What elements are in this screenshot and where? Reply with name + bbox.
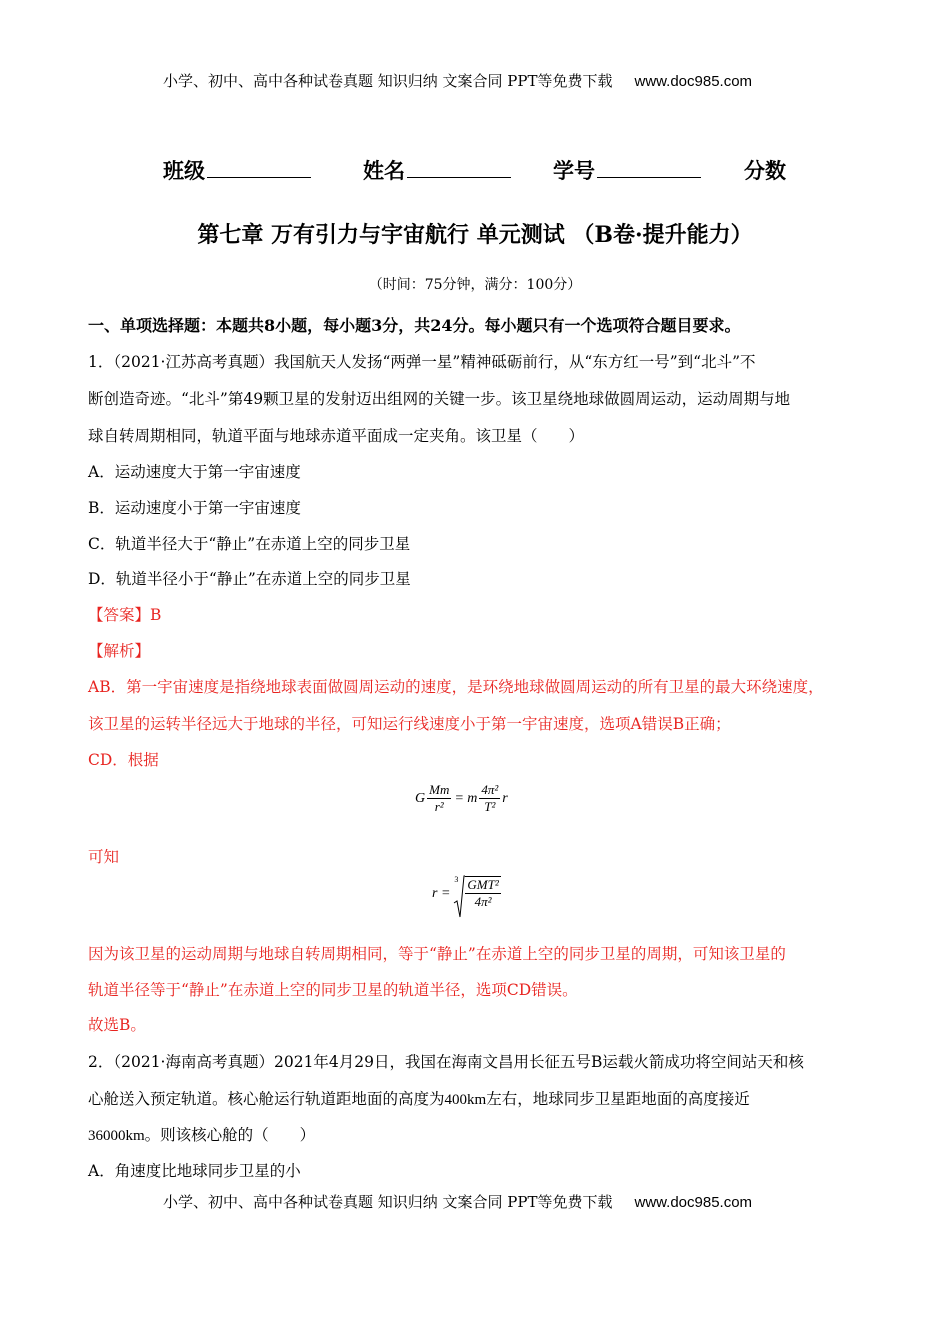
q1-option-a[interactable]: A．运动速度大于第一宇宙速度 [88,463,301,481]
number-field[interactable] [553,155,701,185]
q2-text-a: 心舱送入预定轨道。核心舱运行轨道距地面的高度为 [88,1090,445,1108]
cube-root [453,877,500,910]
q1-line-1: 1．（2021·江苏高考真题）我国航天人发扬“两弹一星”精神砥砺前行，从“东方红一号”到“北斗”不 [88,353,756,371]
eq1-G: G [415,790,426,806]
root-index: 3 [454,875,459,884]
q1-explanation-1: AB．第一宇宙速度是指绕地球表面做圆周运动的速度，是环绕地球做圆周运动的所有卫星的最大环绕速度， [88,678,824,696]
q2-line-3 [88,1123,315,1145]
section-heading: 一、单项选择题：本题共8小题，每小题3分，共24分。每小题只有一个选项符合题目要求。 [88,316,741,335]
q1-explanation-2: 该卫星的运转半径远大于地球的半径，可知运行线速度小于第一宇宙速度，选项A错误B正确； [88,715,731,733]
eq1-den-left: r² [434,799,444,814]
eq2-lhs: r = [432,885,451,901]
eq1-num-right: 4π² [481,782,499,797]
number-blank[interactable] [597,159,701,178]
eq1-den-right: T² [484,799,496,814]
eq1-fraction-right [479,782,500,815]
class-label: 班级 [163,158,205,183]
eq1-m: m [467,790,478,806]
q1-answer: 【答案】B [88,606,162,624]
eq2-fraction [465,876,500,910]
q2-text-end: 。则该核心舱的（ ） [144,1126,316,1144]
class-blank[interactable] [207,159,311,178]
footer-text: 小学、初中、高中各种试卷真题 知识归纳 文案合同 PPT等免费下载 [163,1193,613,1211]
q2-line-1: 2．（2021·海南高考真题）2021年4月29日，我国在海南文昌用长征五号B运载火箭成功将空间站天和核 [88,1053,804,1071]
q1-analysis-label: 【解析】 [88,642,151,660]
q2-option-a[interactable]: A．角速度比地球同步卫星的小 [88,1162,301,1180]
class-field[interactable] [163,155,311,185]
q1-explanation-4: 因为该卫星的运动周期与地球自转周期相同，等于“静止”在赤道上空的同步卫星的周期，可知该卫星的 [88,945,786,963]
q1-explanation-3: CD．根据 [88,751,159,769]
q2-altitude-sync: 36000km [88,1128,145,1144]
eq2-den: 4π² [474,894,492,909]
exam-subtitle: （时间：75分钟，满分：100分） [368,277,582,293]
name-label: 姓名 [363,158,405,183]
page-title: 第七章 万有引力与宇宙航行 单元测试 （B卷·提升能力） [197,222,753,248]
q1-explanation-5: 轨道半径等于“静止”在赤道上空的同步卫星的轨道半径，选项CD错误。 [88,981,578,999]
q1-option-c[interactable]: C．轨道半径大于“静止”在赤道上空的同步卫星 [88,535,411,553]
q2-text-c: 左右，地球同步卫星距地面的高度接近 [486,1090,750,1108]
eq2-num: GMT² [467,877,499,892]
radical-sign-icon [453,875,465,919]
q1-conclusion: 故选B。 [88,1016,146,1034]
q1-option-d[interactable]: D．轨道半径小于“静止”在赤道上空的同步卫星 [88,570,411,588]
q2-line-2 [88,1087,750,1109]
number-label: 学号 [553,158,595,183]
eq1-equals: = [455,790,464,806]
page-header [163,70,752,91]
radius-equation [432,877,501,910]
q1-line-3: 球自转周期相同，轨道平面与地球赤道平面成一定夹角。该卫星（ ） [88,427,585,445]
header-text: 小学、初中、高中各种试卷真题 知识归纳 文案合同 PPT等免费下载 [163,72,613,90]
eq1-r: r [502,790,508,806]
q1-keji: 可知 [88,848,120,866]
gravitation-equation [415,782,508,815]
page-footer [163,1191,752,1212]
eq1-fraction-left [427,782,451,815]
name-blank[interactable] [407,159,511,178]
name-field[interactable] [363,155,511,185]
footer-site-link[interactable]: www.doc985.com [634,1194,753,1211]
q2-altitude-core: 400km [444,1092,487,1108]
eq1-num-left: Mm [429,782,450,797]
q1-line-2: 断创造奇迹。“北斗”第49颗卫星的发射迈出组网的关键一步。该卫星绕地球做圆周运动，运动周期与地 [88,390,791,408]
score-label: 分数 [744,158,786,183]
header-site-link[interactable]: www.doc985.com [634,73,753,90]
q1-option-b[interactable]: B．运动速度小于第一宇宙速度 [88,499,301,517]
